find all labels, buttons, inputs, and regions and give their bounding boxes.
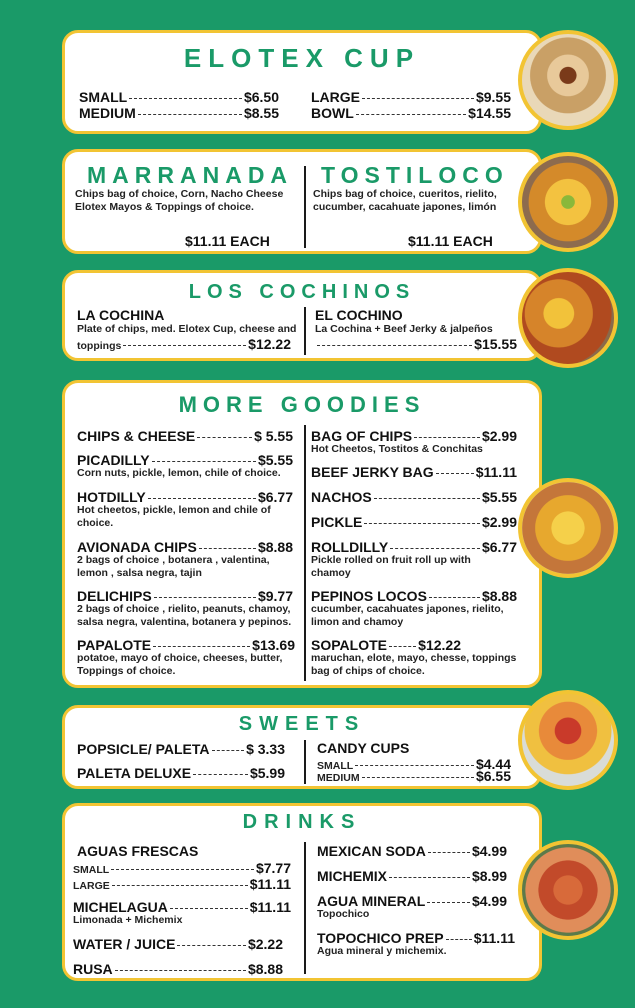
papalote-desc: potatoe, mayo of choice, cheeses, butter, Toppings of choice. <box>77 652 283 677</box>
cochina-price-row <box>77 336 291 353</box>
hotdilly-item <box>77 489 293 505</box>
elotex-card <box>62 30 542 134</box>
elotex-photo <box>518 30 618 130</box>
leader-line <box>414 437 480 438</box>
item-name: AVIONADA CHIPS <box>77 539 197 555</box>
sopalote-desc: maruchan, elote, mayo, chesse, toppings bag of chips of choice. <box>311 652 517 677</box>
drinks-title: DRINKS <box>242 811 362 833</box>
item-price: $5.55 <box>257 452 293 468</box>
item-price: $11.11 <box>249 899 291 915</box>
cochina-desc: Plate of chips, med. Elotex Cup, cheese and <box>77 323 297 335</box>
item-name: PEPINOS LOCOS <box>311 588 427 604</box>
item-price: $15.55 <box>474 336 517 352</box>
chips-cheese-item <box>77 428 293 444</box>
marranada-title: MARRANADA <box>87 162 294 188</box>
item-price: $2.99 <box>481 428 517 444</box>
cochino-price-row <box>315 336 517 352</box>
elotex-title: ELOTEX CUP <box>183 43 421 73</box>
tostiloco-price: $11.11 EACH <box>408 233 493 249</box>
leader-line <box>390 548 480 549</box>
sopalote-item <box>311 637 461 653</box>
cochino-desc: La Cochina + Beef Jerky & jalpeños <box>315 323 493 335</box>
cochino-name: EL COCHINO <box>315 307 403 323</box>
item-name: CHIPS & CHEESE <box>77 428 196 444</box>
sweets-card <box>62 705 542 789</box>
soda-item <box>317 843 507 859</box>
leader-line <box>374 498 480 499</box>
item-name: SOPALOTE <box>311 637 387 653</box>
leader-line <box>389 877 470 878</box>
elotex-large <box>311 89 511 105</box>
sweets-photo <box>518 690 618 790</box>
item-price: $5.55 <box>481 489 517 505</box>
leader-line <box>355 765 474 766</box>
size-label: LARGE <box>73 880 110 892</box>
item-price: $4.99 <box>471 843 507 859</box>
item-price: $6.50 <box>243 89 279 105</box>
divider <box>304 307 306 355</box>
leader-line <box>356 114 466 115</box>
item-price: $9.77 <box>257 588 293 604</box>
aguas-small <box>73 860 291 877</box>
leader-line <box>199 548 256 549</box>
item-price: $8.55 <box>243 105 279 121</box>
elotex-medium <box>79 105 279 121</box>
item-price: $ 5.55 <box>254 428 293 444</box>
leader-line <box>112 885 248 886</box>
mineral-desc: Topochico <box>317 908 370 920</box>
item-price: $9.55 <box>475 89 511 105</box>
leader-line <box>427 902 470 903</box>
item-price: $8.88 <box>257 539 293 555</box>
item-name: BEEF JERKY BAG <box>311 464 434 480</box>
leader-line <box>428 852 470 853</box>
topochico-desc: Agua mineral y michemix. <box>317 945 447 957</box>
item-name: PAPALOTE <box>77 637 152 653</box>
item-name: POPSICLE/ PALETA <box>77 741 210 757</box>
item-name: NACHOS <box>311 489 372 505</box>
item-price: $8.99 <box>471 868 507 884</box>
pickle-item <box>311 514 517 530</box>
michelagua-desc: Limonada + Michemix <box>73 914 183 926</box>
item-price: $4.44 <box>475 756 511 772</box>
leader-line <box>193 774 248 775</box>
leader-line <box>317 345 472 346</box>
bag-chips-desc: Hot Cheetos, Tostitos & Conchitas <box>311 443 483 455</box>
water-item <box>73 936 283 952</box>
rusa-item <box>73 961 283 977</box>
michelagua-item <box>73 899 291 915</box>
avionada-item <box>77 539 293 555</box>
nachos-item <box>311 489 517 505</box>
item-name: MICHEMIX <box>317 868 387 884</box>
item-name: MICHELAGUA <box>73 899 168 915</box>
goodies-photo <box>518 478 618 578</box>
size-label: SMALL <box>73 864 110 876</box>
cochinos-card <box>62 270 542 361</box>
item-price: $8.88 <box>481 588 517 604</box>
elotex-small <box>79 89 279 105</box>
item-price: $6.77 <box>257 489 293 505</box>
leader-line <box>429 597 480 598</box>
leader-line <box>212 750 245 751</box>
candy-medium <box>317 768 511 785</box>
item-name: BOWL <box>311 105 354 121</box>
aguas-large <box>73 876 291 893</box>
mineral-item <box>317 893 507 909</box>
leader-line <box>197 437 252 438</box>
leader-line <box>177 945 246 946</box>
rolldilly-item <box>311 539 517 555</box>
leader-line <box>129 98 242 99</box>
tostiloco-desc: Chips bag of choice, cueritos, rielito, cucumber, cacahuate japones, limón <box>313 188 497 213</box>
goodies-title: MORE GOODIES <box>178 392 426 417</box>
marranada-price: $11.11 EACH <box>185 233 270 249</box>
divider <box>304 842 306 974</box>
tostiloco-title: TOSTILOCO <box>321 162 509 188</box>
leader-line <box>389 646 416 647</box>
item-price: $11.11 <box>249 876 291 892</box>
item-price: $4.99 <box>471 893 507 909</box>
item-price: $12.22 <box>418 637 461 653</box>
item-price: $7.77 <box>255 860 291 876</box>
item-name: ROLLDILLY <box>311 539 389 555</box>
leader-line <box>153 646 250 647</box>
popsicle-item <box>77 741 285 757</box>
item-name: AGUA MINERAL <box>317 893 426 909</box>
cochina-desc-2: toppings <box>77 340 122 352</box>
item-price: $13.69 <box>252 637 295 653</box>
leader-line <box>123 345 246 346</box>
papalote-item <box>77 637 295 653</box>
marranada-desc: Chips bag of choice, Corn, Nacho Cheese Elotex Mayos & Toppings of choice. <box>75 188 284 213</box>
leader-line <box>170 908 248 909</box>
drinks-card <box>62 803 542 981</box>
item-name: PICADILLY <box>77 452 150 468</box>
leader-line <box>364 523 480 524</box>
item-name: LARGE <box>311 89 360 105</box>
marranada-tostiloco-card <box>62 149 542 254</box>
cochinos-photo <box>518 268 618 368</box>
leader-line <box>138 114 242 115</box>
rolldilly-desc: Pickle rolled on fruit roll up with chamoy <box>311 554 471 579</box>
size-label: MEDIUM <box>317 772 360 784</box>
item-price: $2.99 <box>481 514 517 530</box>
leader-line <box>115 970 246 971</box>
elotex-bowl <box>311 105 511 121</box>
candy-cups-name: CANDY CUPS <box>317 740 410 756</box>
sweets-title: SWEETS <box>238 713 366 735</box>
item-price: $6.77 <box>481 539 517 555</box>
cochina-name: LA COCHINA <box>77 307 165 323</box>
drinks-photo <box>518 840 618 940</box>
leader-line <box>436 473 474 474</box>
item-name: PICKLE <box>311 514 363 530</box>
item-name: RUSA <box>73 961 113 977</box>
leader-line <box>111 869 254 870</box>
item-price: $8.88 <box>247 961 283 977</box>
leader-line <box>154 597 256 598</box>
leader-line <box>362 777 474 778</box>
item-price: $11.11 <box>473 930 515 946</box>
divider <box>304 425 306 681</box>
item-name: PALETA DELUXE <box>77 765 192 781</box>
pepinos-item <box>311 588 517 604</box>
item-name: HOTDILLY <box>77 489 146 505</box>
topochico-item <box>317 930 515 946</box>
item-price: $ 3.33 <box>246 741 285 757</box>
item-price: $2.22 <box>247 936 283 952</box>
picadilly-desc: Corn nuts, pickle, lemon, chile of choice. <box>77 467 281 479</box>
size-label: SMALL <box>317 760 354 772</box>
leader-line <box>362 98 474 99</box>
pepinos-desc: cucumber, cacahuates japones, rielito, limon and chamoy <box>311 603 504 628</box>
item-name: DELICHIPS <box>77 588 152 604</box>
leader-line <box>446 939 472 940</box>
leader-line <box>148 498 256 499</box>
bag-chips-item <box>311 428 517 444</box>
leader-line <box>152 461 256 462</box>
item-name: MEXICAN SODA <box>317 843 426 859</box>
goodies-card <box>62 380 542 688</box>
item-name: BAG OF CHIPS <box>311 428 413 444</box>
cochinos-title: LOS COCHINOS <box>188 281 416 303</box>
item-price: $5.99 <box>249 765 285 781</box>
item-name: WATER / JUICE <box>73 936 176 952</box>
delichips-desc: 2 bags of choice , rielito, peanuts, chamoy, salsa negra, valentina, botanera y pepinos. <box>77 603 292 628</box>
item-price: $14.55 <box>468 105 511 121</box>
item-name: TOPOCHICO PREP <box>317 930 444 946</box>
divider <box>304 740 306 784</box>
hotdilly-desc: Hot cheetos, pickle, lemon and chile of choice. <box>77 504 271 529</box>
item-price: $11.11 <box>475 464 517 480</box>
item-name: MEDIUM <box>79 105 136 121</box>
aguas-name: AGUAS FRESCAS <box>77 843 199 859</box>
picadilly-item <box>77 452 293 468</box>
michemix-item <box>317 868 507 884</box>
avionada-desc: 2 bags of choice , botanera , valentina, lemon , salsa negra, tajin <box>77 554 270 579</box>
deluxe-item <box>77 765 285 781</box>
delichips-item <box>77 588 293 604</box>
divider <box>304 166 306 248</box>
item-price: $6.55 <box>475 768 511 784</box>
item-name: SMALL <box>79 89 128 105</box>
tostiloco-photo <box>518 152 618 252</box>
item-price: $12.22 <box>248 336 291 352</box>
beef-jerky-item <box>311 464 517 480</box>
